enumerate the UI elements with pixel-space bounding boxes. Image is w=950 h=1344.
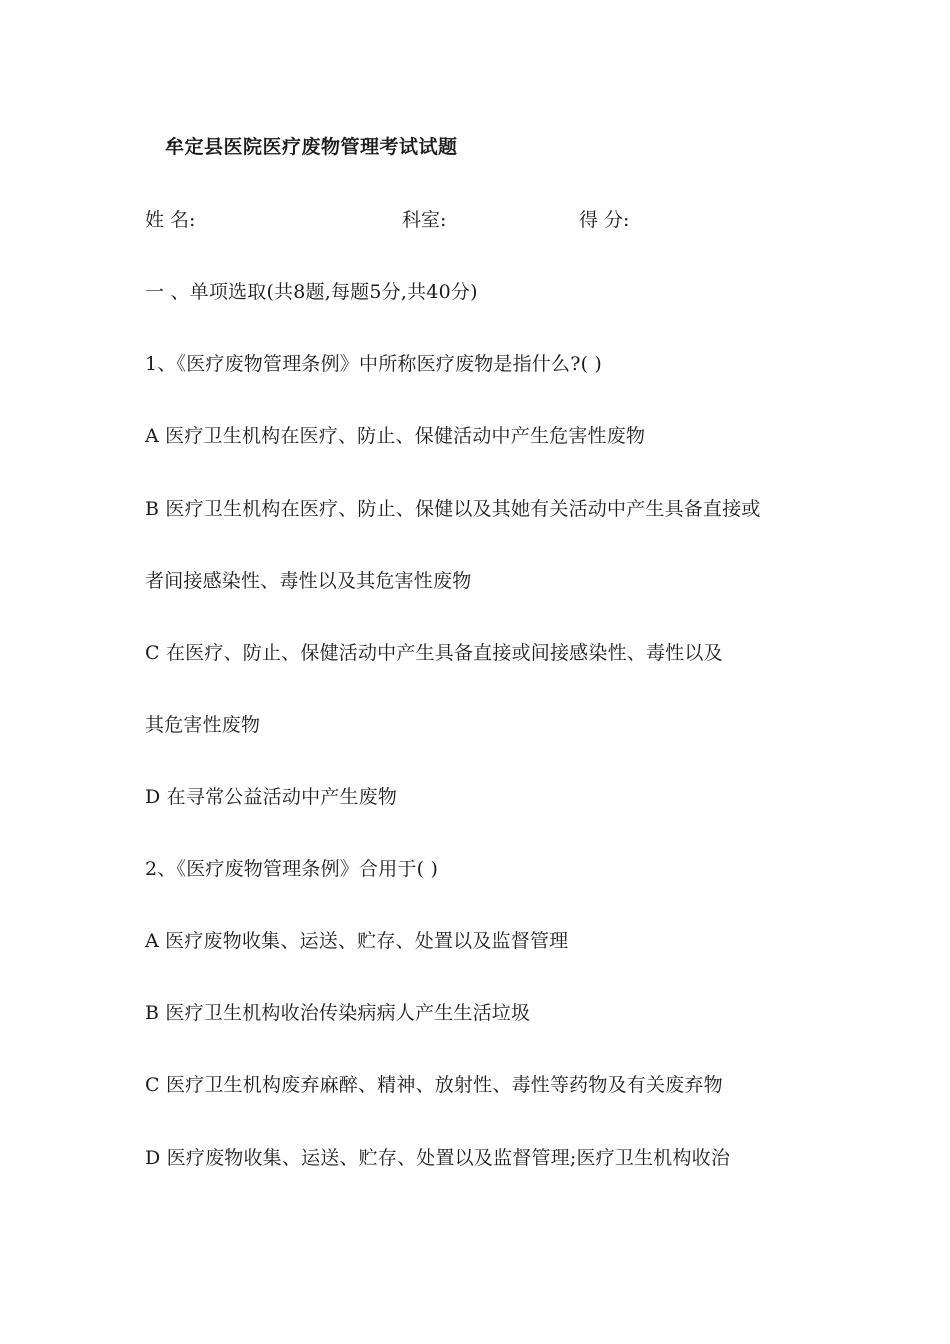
document-title: 牟定县医院医疗废物管理考试试题 [165, 136, 458, 158]
header-fields [145, 205, 845, 231]
question-1-option-d: D 在寻常公益活动中产生废物 [145, 786, 398, 808]
score-field-label: 得 分: [579, 209, 630, 231]
question-1-option-a: A 医疗卫生机构在医疗、防止、保健活动中产生危害性废物 [145, 425, 646, 447]
section-heading: 一 、单项选取(共8题,每题5分,共40分) [145, 281, 478, 303]
question-2-option-d: D 医疗废物收集、运送、贮存、处置以及监督管理;医疗卫生机构收治 [145, 1147, 731, 1169]
department-field-label: 科室: [402, 209, 447, 231]
question-1-option-c: C 在医疗、防止、保健活动中产生具备直接或间接感染性、毒性以及 [145, 642, 723, 664]
question-2-option-a: A 医疗废物收集、运送、贮存、处置以及监督管理 [145, 930, 569, 952]
question-2: 2、《医疗废物管理条例》合用于( ) [145, 858, 439, 880]
question-1: 1、《医疗废物管理条例》中所称医疗废物是指什么?( ) [145, 353, 603, 375]
question-1-option-c-cont: 其危害性废物 [145, 714, 261, 736]
question-2-option-c: C 医疗卫生机构废弃麻醉、精神、放射性、毒性等药物及有关废弃物 [145, 1074, 723, 1096]
name-field-label: 姓 名: [145, 209, 196, 231]
question-2-option-b: B 医疗卫生机构收治传染病病人产生生活垃圾 [145, 1002, 531, 1024]
question-1-option-b-cont: 者间接感染性、毒性以及其危害性废物 [145, 570, 472, 592]
question-1-option-b: B 医疗卫生机构在医疗、防止、保健以及其她有关活动中产生具备直接或 [145, 498, 761, 520]
